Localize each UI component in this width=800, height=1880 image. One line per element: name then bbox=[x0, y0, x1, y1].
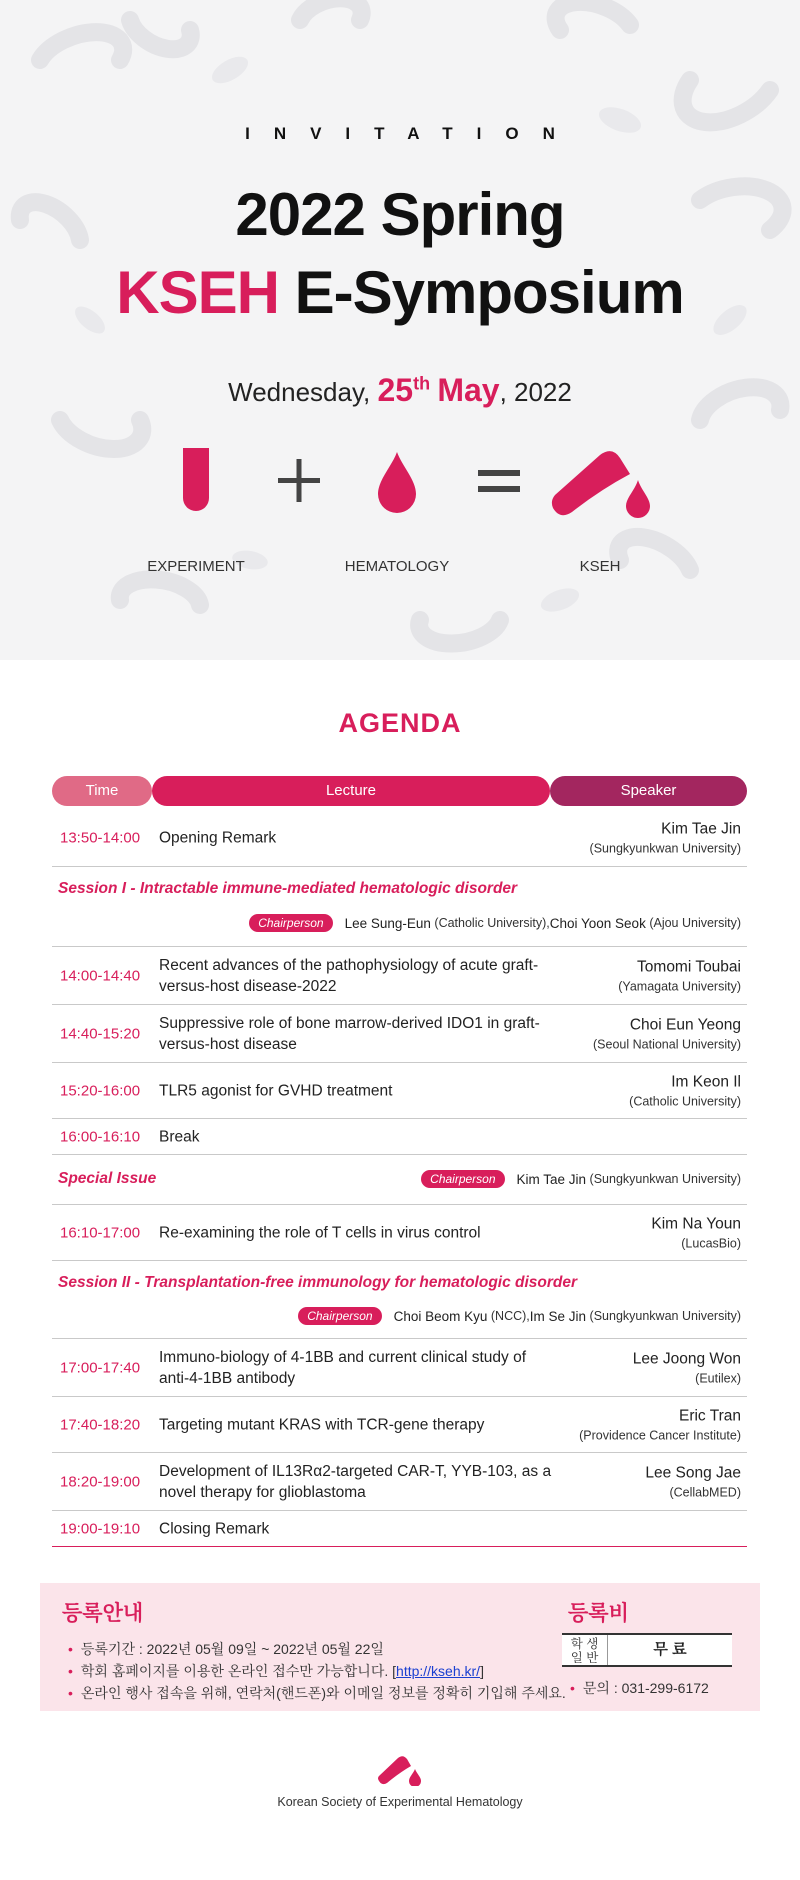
hero-banner bbox=[0, 0, 800, 660]
speaker-affiliation: (LucasBio) bbox=[681, 1236, 741, 1250]
row-lecture: Re-examining the role of T cells in virus control bbox=[159, 1224, 481, 1241]
chair-separator: , bbox=[526, 1309, 530, 1323]
agenda-row-opening bbox=[52, 810, 747, 867]
row-speaker bbox=[629, 1071, 741, 1110]
blood-drop-icon bbox=[378, 452, 416, 513]
speaker-name: Kim Na Youn bbox=[651, 1215, 741, 1232]
agenda-row-closing bbox=[52, 1511, 747, 1547]
date-day-suffix: th bbox=[413, 373, 431, 394]
row-lecture: Break bbox=[159, 1128, 200, 1145]
row-lecture: Development of IL13Rα2-targeted CAR-T, YYB-103, as a novel therapy for glioblastoma bbox=[159, 1462, 552, 1501]
row-speaker bbox=[651, 1213, 741, 1252]
row-time: 13:50-14:00 bbox=[60, 829, 141, 847]
chair-affiliation: (Sungkyunkwan University) bbox=[589, 1172, 741, 1186]
agenda-header bbox=[52, 776, 747, 806]
row-speaker bbox=[590, 819, 741, 858]
speaker-name: Lee Song Jae bbox=[645, 1464, 741, 1481]
agenda-table bbox=[52, 810, 747, 1547]
row-time: 14:00-14:40 bbox=[60, 967, 141, 984]
date-day bbox=[377, 372, 430, 408]
kseh-homepage-link[interactable]: http://kseh.kr/ bbox=[396, 1663, 481, 1679]
row-lecture: Immuno-biology of 4-1BB and current clinical study of anti-4-1BB antibody bbox=[159, 1348, 527, 1387]
row-time: 16:10-17:00 bbox=[60, 1224, 141, 1241]
row-lecture: Opening Remark bbox=[159, 829, 277, 847]
fee-table bbox=[562, 1633, 732, 1667]
session-title: Special Issue bbox=[58, 1170, 157, 1187]
title-line-2 bbox=[0, 258, 800, 327]
chair-affiliation: (Sungkyunkwan University) bbox=[589, 1309, 741, 1323]
registration-contact-notice: • 온라인 행사 접속을 위해, 연락처(핸드폰)와 이메일 정보를 정확히 기입해 주세요. bbox=[68, 1682, 566, 1704]
registration-period: • 등록기간 : 2022년 05월 09일 ~ 2022년 05월 22일 bbox=[68, 1638, 566, 1660]
date-year: , 2022 bbox=[499, 377, 572, 407]
row-speaker bbox=[645, 1462, 741, 1501]
society-name: Korean Society of Experimental Hematology bbox=[277, 1795, 523, 1809]
agenda-title: AGENDA bbox=[338, 708, 462, 738]
label-experiment: EXPERIMENT bbox=[147, 558, 245, 575]
label-hematology: HEMATOLOGY bbox=[344, 558, 450, 575]
row-time: 16:00-16:10 bbox=[60, 1128, 141, 1145]
session-chair bbox=[249, 914, 741, 932]
row-time: 17:40-18:20 bbox=[60, 1416, 141, 1433]
speaker-name: Kim Tae Jin bbox=[661, 820, 741, 838]
agenda-row bbox=[52, 1397, 747, 1453]
session-chair bbox=[421, 1170, 741, 1188]
row-lecture: Targeting mutant KRAS with TCR-gene therapy bbox=[159, 1416, 485, 1433]
row-lecture: Recent advances of the pathophysiology of acute graft-versus-host disease-2022 bbox=[159, 956, 539, 995]
row-lecture: TLR5 agonist for GVHD treatment bbox=[159, 1082, 393, 1099]
chairperson-badge: Chairperson bbox=[249, 914, 332, 932]
online-note-suffix: ] bbox=[480, 1663, 484, 1679]
speaker-affiliation: (Catholic University) bbox=[629, 1094, 741, 1108]
chair-name: Choi Yoon Seok bbox=[549, 915, 646, 931]
online-note-text: 학회 홈페이지를 이용한 온라인 접수만 가능합니다. [ bbox=[80, 1663, 397, 1679]
session-chair bbox=[298, 1307, 741, 1325]
agenda-row bbox=[52, 1005, 747, 1063]
chair-affiliation: (Catholic University) bbox=[434, 916, 547, 930]
session-title: Session II - Transplantation-free immunology for hematologic disorder bbox=[58, 1274, 578, 1291]
chair-name: Lee Sung-Eun bbox=[344, 915, 431, 931]
chairperson-badge: Chairperson bbox=[421, 1170, 504, 1188]
title-kseh: KSEH bbox=[116, 259, 279, 326]
row-speaker bbox=[593, 1014, 741, 1053]
row-lecture: Suppressive role of bone marrow-derived IDO1 in graft-versus-host disease bbox=[159, 1014, 540, 1053]
header-speaker: Speaker bbox=[550, 776, 747, 806]
chair-name: Kim Tae Jin bbox=[516, 1171, 587, 1187]
fee-value: 무 료 bbox=[653, 1641, 687, 1658]
speaker-name: Eric Tran bbox=[678, 1407, 741, 1424]
row-time: 19:00-19:10 bbox=[60, 1520, 141, 1537]
date-day-number: 25 bbox=[377, 372, 414, 408]
equation-graphic bbox=[0, 440, 800, 560]
chair-affiliation: (Ajou University) bbox=[649, 916, 741, 930]
session-2-header bbox=[52, 1261, 747, 1339]
title-line-1: 2022 Spring bbox=[235, 181, 565, 248]
fee-category-student: 학 생 bbox=[570, 1637, 599, 1651]
contact-phone: • 문의 : 031-299-6172 bbox=[570, 1678, 709, 1698]
speaker-affiliation: (Seoul National University) bbox=[593, 1037, 741, 1051]
session-title: Session I - Intractable immune-mediated hematologic disorder bbox=[58, 880, 518, 897]
agenda-row bbox=[52, 1453, 747, 1511]
chair-separator: , bbox=[546, 916, 550, 930]
registration-online-note bbox=[68, 1660, 566, 1682]
speaker-affiliation: (Eutilex) bbox=[695, 1371, 741, 1385]
date-month: May bbox=[437, 372, 500, 408]
fee-categories bbox=[562, 1635, 608, 1665]
session-1-header bbox=[52, 867, 747, 947]
registration-info-list bbox=[68, 1638, 566, 1704]
row-time: 15:20-16:00 bbox=[60, 1082, 141, 1099]
date-weekday: Wednesday, bbox=[228, 377, 371, 407]
chair-name: Im Se Jin bbox=[529, 1308, 587, 1324]
agenda-row-break bbox=[52, 1119, 747, 1155]
registration-panel bbox=[40, 1583, 760, 1711]
kseh-footer-logo-icon bbox=[376, 1750, 424, 1786]
speaker-affiliation: (Providence Cancer Institute) bbox=[579, 1428, 741, 1442]
agenda-row bbox=[52, 1063, 747, 1119]
row-lecture: Closing Remark bbox=[159, 1520, 270, 1537]
plus-icon bbox=[278, 459, 320, 502]
title-e-symposium: E-Symposium bbox=[294, 259, 684, 326]
chair-affiliation: (NCC) bbox=[490, 1309, 527, 1323]
speaker-name: Tomomi Toubai bbox=[637, 958, 741, 975]
agenda-row bbox=[52, 1205, 747, 1261]
fee-category-general: 일 반 bbox=[570, 1651, 599, 1665]
speaker-affiliation: (Sungkyunkwan University) bbox=[589, 841, 741, 856]
chair-name: Choi Beom Kyu bbox=[393, 1308, 488, 1324]
kseh-logo-icon bbox=[552, 451, 650, 518]
speaker-affiliation: (Yamagata University) bbox=[618, 979, 741, 993]
special-issue-header bbox=[52, 1155, 747, 1205]
row-speaker bbox=[579, 1405, 741, 1444]
row-speaker bbox=[618, 956, 741, 995]
row-time: 17:00-17:40 bbox=[60, 1359, 141, 1376]
header-time: Time bbox=[52, 776, 152, 806]
equals-icon bbox=[478, 470, 520, 492]
registration-title: 등록안내 bbox=[62, 1602, 144, 1625]
fee-title: 등록비 bbox=[568, 1602, 629, 1625]
speaker-affiliation: (CellabMED) bbox=[669, 1485, 741, 1499]
agenda-row bbox=[52, 947, 747, 1005]
test-tube-icon bbox=[183, 448, 209, 511]
header-lecture: Lecture bbox=[152, 776, 550, 806]
chairperson-badge: Chairperson bbox=[298, 1307, 381, 1325]
speaker-name: Choi Eun Yeong bbox=[629, 1016, 741, 1033]
row-time: 14:40-15:20 bbox=[60, 1025, 141, 1042]
label-kseh: KSEH bbox=[579, 558, 621, 575]
speaker-name: Lee Joong Won bbox=[632, 1350, 741, 1367]
row-time: 18:20-19:00 bbox=[60, 1473, 141, 1490]
event-date bbox=[0, 372, 800, 409]
invitation-label: INVITATION bbox=[245, 124, 579, 143]
row-speaker bbox=[633, 1348, 741, 1387]
speaker-name: Im Keon Il bbox=[671, 1073, 741, 1090]
agenda-row bbox=[52, 1339, 747, 1397]
